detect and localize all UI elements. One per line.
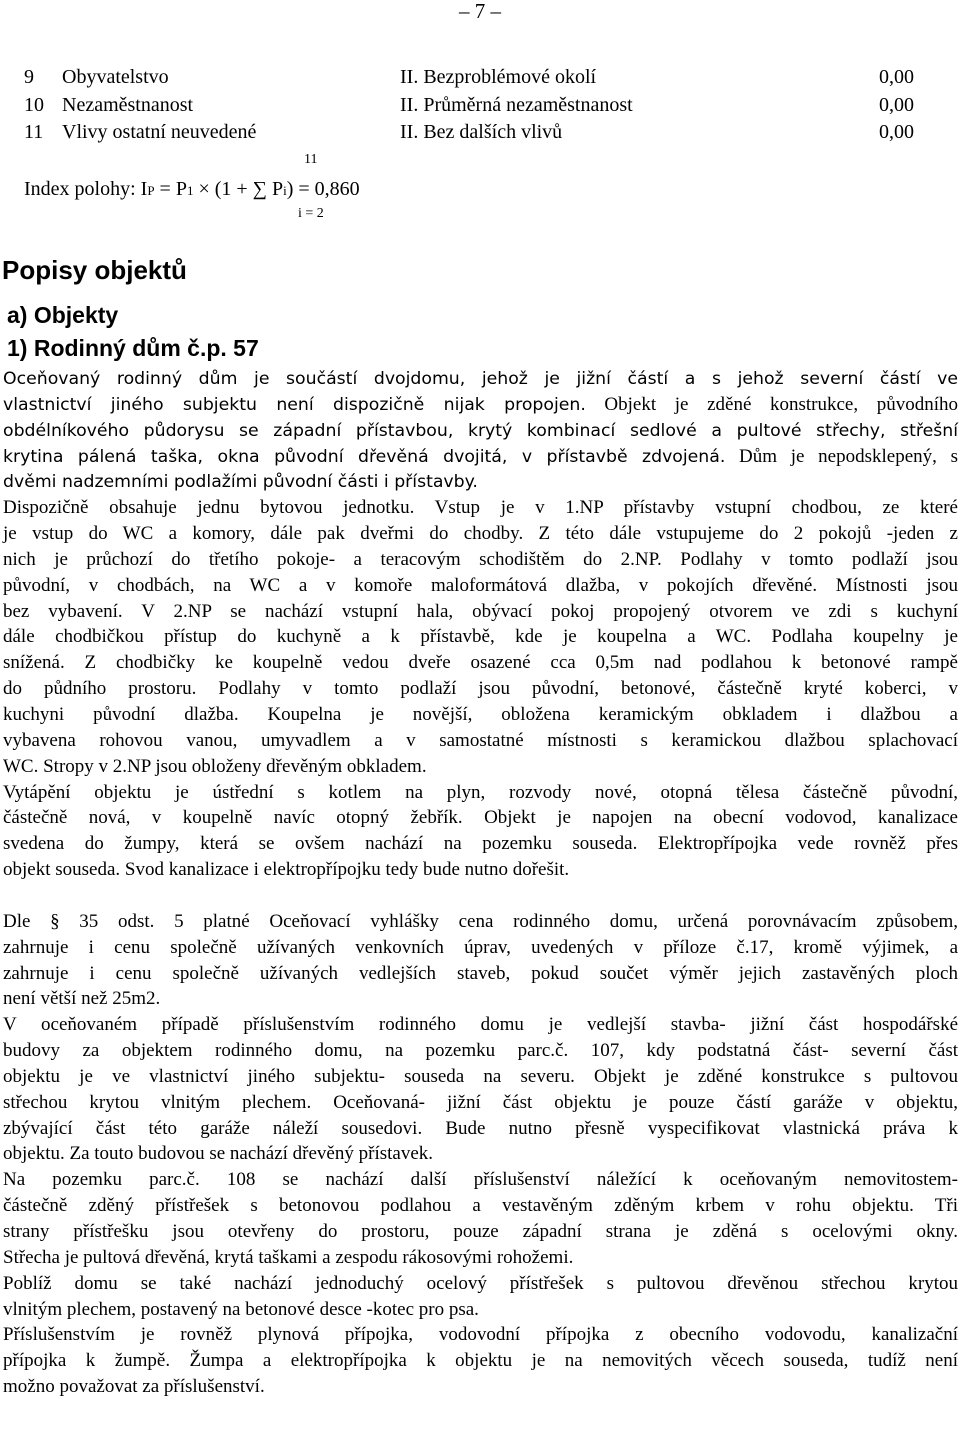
criteria-name: Obyvatelstvo (62, 66, 169, 88)
paragraph-gap (3, 883, 958, 909)
text-line (3, 831, 958, 857)
text-fragment: částečně nová, v koupelně navíc otopný žebřík. Objekt je napojen na obecní vodovod, kanalizace (3, 807, 958, 829)
subsection-heading: a) Objekty (7, 302, 119, 328)
formula-lead: Index polohy: I (24, 178, 148, 200)
criteria-value: II. Bezproblémové okolí (400, 66, 597, 88)
location-criteria-table (24, 64, 914, 147)
text-fragment: původní, v chodbách, na WC a v komoře maloformátová dlažba, v pokojích dřevěné. Místnosti jsou (3, 574, 958, 596)
text-line (3, 624, 958, 650)
criteria-number: 10 (24, 93, 44, 116)
text-fragment: vlastnictví jiného subjektu není dispozičně nijak propojen. (3, 394, 586, 415)
text-fragment: do půdního prostoru. Podlahy v tomto podlaží jsou původní, betonové, částečně kryté koberci, v (3, 678, 958, 700)
criteria-number: 11 (24, 121, 44, 143)
text-line (3, 780, 958, 806)
text-fragment: střechou krytou vlnitým plechem. Oceňovaná- jižní část objektu je pouze částí garáže v objektu, (3, 1091, 958, 1113)
description-text (3, 366, 958, 1400)
formula-expression (24, 178, 360, 201)
text-line (3, 1167, 958, 1193)
criteria-name: Nezaměstnanost (62, 93, 194, 116)
text-line (3, 547, 958, 573)
text-line (3, 1245, 958, 1271)
text-fragment: není větší než 25m2. (3, 988, 161, 1010)
criteria-score: 0,00 (879, 66, 914, 88)
text-fragment: Střecha je pultová dřevěná, krytá taškami a zespodu rákosovými rohožemi. (3, 1246, 574, 1268)
text-line (3, 728, 958, 754)
text-fragment: Objekt je zděné konstrukce, původního (585, 393, 958, 415)
object-heading: 1) Rodinný dům č.p. 57 (7, 335, 259, 361)
text-line (3, 986, 958, 1012)
formula-subscript: i (283, 183, 287, 198)
criteria-value: II. Průměrná nezaměstnanost (400, 93, 633, 116)
text-fragment: vlnitým plechem, postavený na betonové desce -kotec pro psa. (3, 1298, 479, 1320)
text-line (3, 1348, 958, 1374)
text-fragment: Příslušenstvím je rovněž plynová přípojka, vodovodní přípojka z obecního vodovodu, kanalizační (3, 1324, 958, 1346)
text-line (3, 1116, 958, 1142)
criteria-score: 0,00 (879, 93, 914, 116)
text-fragment: Poblíž domu se také nachází jednoduchý ocelový přístřešek s pultovou dřevěnou střechou krytou (3, 1272, 958, 1294)
text-fragment: bez vybavení. V 2.NP se nachází vstupní hala, obývací pokoj propojený otvorem ve zdi s kuchyní (3, 600, 958, 622)
sum-upper-limit: 11 (304, 152, 318, 167)
text-line (3, 599, 958, 625)
text-fragment: Dům je nepodsklepený, s (725, 445, 958, 467)
criteria-row (24, 119, 914, 147)
criteria-row (24, 64, 914, 92)
text-line (3, 521, 958, 547)
text-line (3, 495, 958, 521)
text-fragment: snížená. Z chodbičky ke koupelně vedou dveře osazené cca 0,5m nad podlahou k betonové rampě (3, 652, 958, 674)
text-fragment: objektu. Za touto budovou se nachází dřevěný přístavek. (3, 1143, 434, 1165)
text-line (3, 1374, 958, 1400)
text-line (3, 1038, 958, 1064)
text-line (3, 1012, 958, 1038)
text-line (3, 909, 958, 935)
text-line (3, 805, 958, 831)
text-line (3, 469, 958, 495)
formula-part: P (266, 178, 284, 200)
text-fragment: přípojka k žumpě. Žumpa a elektropřípojka k objektu je na nemovitých věcech souseda, tudíž není (3, 1350, 958, 1372)
text-line (3, 650, 958, 676)
text-fragment: nich je průchozí do třetího pokoje- a teracovým schodištěm do 2.NP. Podlahy v tomto podlaží jsou (3, 548, 958, 570)
text-fragment: zbývající část této garáže náleží sousedovi. Bude nutno přesně vyspecifikovat vlastnická práva k (3, 1117, 958, 1139)
text-line (3, 1193, 958, 1219)
criteria-name: Vlivy ostatní neuvedené (62, 121, 257, 143)
text-line (3, 418, 958, 444)
text-line (3, 676, 958, 702)
text-fragment: objekt souseda. Svod kanalizace i elektropřípojku tedy bude nutno dořešit. (3, 859, 570, 881)
formula-subscript: P (147, 183, 155, 198)
text-fragment: Oceňovaný rodinný dům je součástí dvojdomu, jehož je jižní částí a s jehož severní částí ve (3, 369, 958, 389)
text-line (3, 1219, 958, 1245)
text-fragment: vybavena rohovou vanou, umyvadlem a v samostatné místnosti s keramickou dlažbou splachovací (3, 729, 958, 751)
text-fragment: zahrnuje i cenu společně užívaných venkovních úprav, uvedených v příloze č.17, kromě výjimek, a (3, 936, 958, 958)
text-fragment: Vytápění objektu je ústřední s kotlem na plyn, rozvody nové, otopná tělesa částečně původní, (3, 781, 958, 803)
text-fragment: strany přístřešku jsou otevřeny do prostoru, pouze západní strana je zděná s ocelovými okny. (3, 1221, 958, 1242)
text-fragment: svedena do žumpy, která se ovšem nachází na pozemku souseda. Elektropřípojka vede rovněž přes (3, 833, 958, 855)
text-fragment: dále chodbičkou přístup do kuchyně a k přístavbě, kde je koupelna a WC. Podlaha koupelny je (3, 626, 958, 648)
text-fragment: WC. Stropy v 2.NP jsou obloženy dřevěným obkladem. (3, 755, 427, 777)
text-fragment: obdélníkového půdorysu se západní přístavbou, krytý kombinací sedlové a pultové střechy, střešní (3, 420, 958, 441)
text-line (3, 1322, 958, 1348)
text-fragment: částečně zděný přístřešek s betonovou podlahou a vestavěným zděným krbem v rohu objektu. Tři (3, 1195, 958, 1217)
sum-symbol: ∑ (252, 178, 267, 200)
page-number: – 7 – (459, 0, 501, 23)
text-line (3, 1090, 958, 1116)
formula-part: × (1 + (193, 178, 253, 200)
section-heading: Popisy objektů (2, 255, 187, 285)
text-fragment: V oceňovaném případě příslušenstvím rodinného domu je vedlejší stavba- jižní část hospodářské (3, 1014, 958, 1036)
text-line (3, 857, 958, 883)
text-line (3, 1297, 958, 1323)
criteria-number: 9 (24, 66, 34, 88)
text-fragment: budovy za objektem rodinného domu, na pozemku parc.č. 107, kdy podstatná část- severní část (3, 1040, 958, 1062)
criteria-value: II. Bez dalších vlivů (400, 121, 563, 143)
text-line (3, 961, 958, 987)
formula-subscript: 1 (186, 183, 194, 198)
text-fragment: zahrnuje i cenu společně užívaných vedlejších staveb, pokud součet výměr jejich zastavěných ploch (3, 962, 958, 984)
text-line (3, 1141, 958, 1167)
formula-result: ) = 0,860 (286, 178, 360, 200)
text-line (3, 392, 958, 418)
text-line (3, 754, 958, 780)
formula-part: = P (154, 178, 187, 200)
sum-lower-limit: i = 2 (298, 206, 324, 221)
text-fragment: je vstup do WC a komory, dále pak dveřmi do chodby. Z této dále vstupujeme do 2 pokojů -jeden z (3, 523, 958, 545)
text-fragment: Na pozemku parc.č. 108 se nachází další příslušenství náležící k oceňovaným nemovitostem- (3, 1169, 958, 1191)
text-fragment: možno považovat za příslušenství. (3, 1376, 265, 1398)
text-fragment: Dispozičně obsahuje jednu bytovou jednotku. Vstup je v 1.NP přístavby vstupní chodbou, ze které (3, 497, 958, 519)
text-fragment: Dle § 35 odst. 5 platné Oceňovací vyhlášky cena rodinného domu, určená porovnávacím způsobem, (3, 910, 958, 932)
text-line (3, 1271, 958, 1297)
text-fragment: dvěmi nadzemními podlažími původní části i přístavby. (3, 472, 478, 493)
text-line (3, 1064, 958, 1090)
text-fragment: krytina pálená taška, okna původní dřevěná dvojitá, v přístavbě zdvojená. (3, 446, 726, 467)
criteria-row (24, 92, 914, 120)
text-line (3, 702, 958, 728)
criteria-score: 0,00 (879, 121, 914, 143)
text-line (3, 935, 958, 961)
text-fragment: kuchyni původní dlažba. Koupelna je novější, obložena keramickým obkladem i dlažbou a (3, 703, 958, 725)
location-index-formula (24, 150, 624, 232)
text-line (3, 573, 958, 599)
text-fragment: objektu je ve vlastnictví jiného subjektu- souseda na severu. Objekt je zděné konstrukce s pultovou (3, 1065, 958, 1087)
text-line (3, 366, 958, 392)
text-line (3, 444, 958, 470)
